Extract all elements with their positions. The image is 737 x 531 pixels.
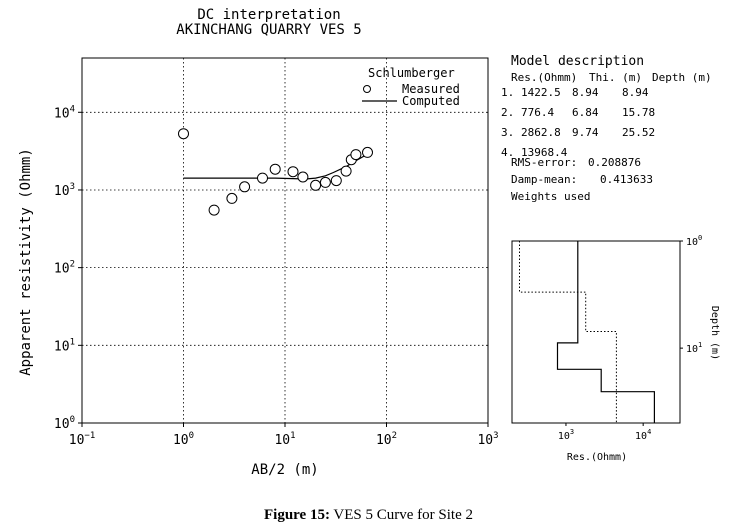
measured-point	[331, 176, 341, 186]
measured-point	[270, 164, 280, 174]
col-depth-header: Depth (m)	[652, 71, 712, 84]
legend-computed-label: Computed	[402, 94, 460, 108]
damp-label: Damp-mean:	[511, 173, 578, 186]
measured-point	[311, 180, 321, 190]
legend-title: Schlumberger	[368, 66, 455, 80]
main-x-tick-label: $10^3$	[477, 431, 499, 448]
model-x-axis-label: Res.(Ohmm)	[566, 452, 628, 463]
main-x-tick-label: $10^2$	[375, 431, 398, 448]
y-axis-label: Apparent resistivity (Ohmm)	[18, 148, 34, 376]
main-x-tick-label: $10^0$	[172, 431, 195, 448]
measured-point	[179, 129, 189, 139]
measured-point	[363, 147, 373, 157]
model-cell-res: 13968.4	[521, 146, 568, 159]
model-cell-res: 776.4	[521, 106, 555, 119]
model-cell-thi: 6.84	[572, 106, 599, 119]
model-y-tick-label: $10^1$	[686, 341, 703, 356]
figure-caption	[0, 507, 737, 524]
weights-label: Weights used	[511, 190, 591, 203]
model-x-tick-label: $10^4$	[635, 428, 652, 442]
model-cell-n: 4.	[501, 146, 515, 159]
model-heading: Model description	[511, 54, 645, 69]
legend-measured-label: Measured	[402, 82, 460, 96]
model-y-axis-label: Depth (m)	[709, 305, 720, 361]
model-cell-depth: 15.78	[622, 106, 656, 119]
model-cell-thi: 9.74	[572, 126, 599, 139]
main-y-tick-label: $10^4$	[53, 104, 75, 122]
main-y-tick-labels	[54, 104, 82, 432]
measured-point	[258, 173, 268, 183]
main-y-tick-label: $10^2$	[53, 259, 75, 277]
col-res-header: Res.(Ohmm)	[511, 71, 578, 84]
caption-text: VES 5 Curve for Site 2	[329, 507, 474, 523]
model-cell-thi: 8.94	[572, 86, 599, 99]
main-x-tick-label: $10^{-1}$	[68, 431, 96, 448]
col-thi-header: Thi. (m)	[589, 71, 642, 84]
measured-point	[209, 205, 219, 215]
measured-point	[341, 166, 351, 176]
caption-label: Figure 15:	[263, 507, 330, 523]
layer-model-curve	[558, 241, 655, 423]
model-cell-depth: 25.52	[622, 126, 656, 139]
measured-point	[351, 150, 361, 160]
measured-point	[288, 167, 298, 177]
main-y-tick-label: $10^0$	[53, 415, 75, 432]
rms-value: 0.208876	[588, 156, 641, 169]
equivalence-curve	[520, 241, 617, 423]
main-y-tick-label: $10^1$	[53, 337, 75, 355]
rms-label: RMS-error:	[511, 156, 578, 169]
model-rows	[501, 86, 655, 159]
measured-point	[227, 193, 237, 203]
model-y-tick-label: $10^0$	[686, 234, 703, 248]
main-x-tick-labels	[69, 423, 499, 448]
measured-point	[298, 172, 308, 182]
model-cell-n: 3.	[501, 126, 515, 139]
main-x-tick-label: $10^1$	[274, 431, 296, 448]
model-cell-n: 2.	[501, 106, 515, 119]
model-y-tick-labels	[680, 234, 702, 355]
chart-subtitle: AKINCHANG QUARRY VES 5	[176, 22, 362, 38]
model-cell-depth: 8.94	[622, 86, 649, 99]
model-cell-res: 2862.8	[521, 126, 561, 139]
main-grid	[82, 58, 488, 423]
main-plot-frame	[82, 58, 488, 423]
model-cell-res: 1422.5	[521, 86, 561, 99]
chart-title: DC interpretation	[197, 7, 341, 23]
measured-points	[179, 129, 373, 215]
legend-measured-marker	[364, 86, 371, 93]
measured-point	[240, 182, 250, 192]
damp-value: 0.413633	[600, 173, 653, 186]
model-x-tick-labels	[558, 423, 651, 442]
model-x-tick-label: $10^3$	[557, 428, 575, 442]
x-axis-label: AB/2 (m)	[251, 462, 319, 478]
main-y-tick-label: $10^3$	[53, 181, 75, 199]
measured-point	[320, 177, 330, 187]
model-cell-n: 1.	[501, 86, 515, 99]
model-description	[501, 54, 712, 203]
